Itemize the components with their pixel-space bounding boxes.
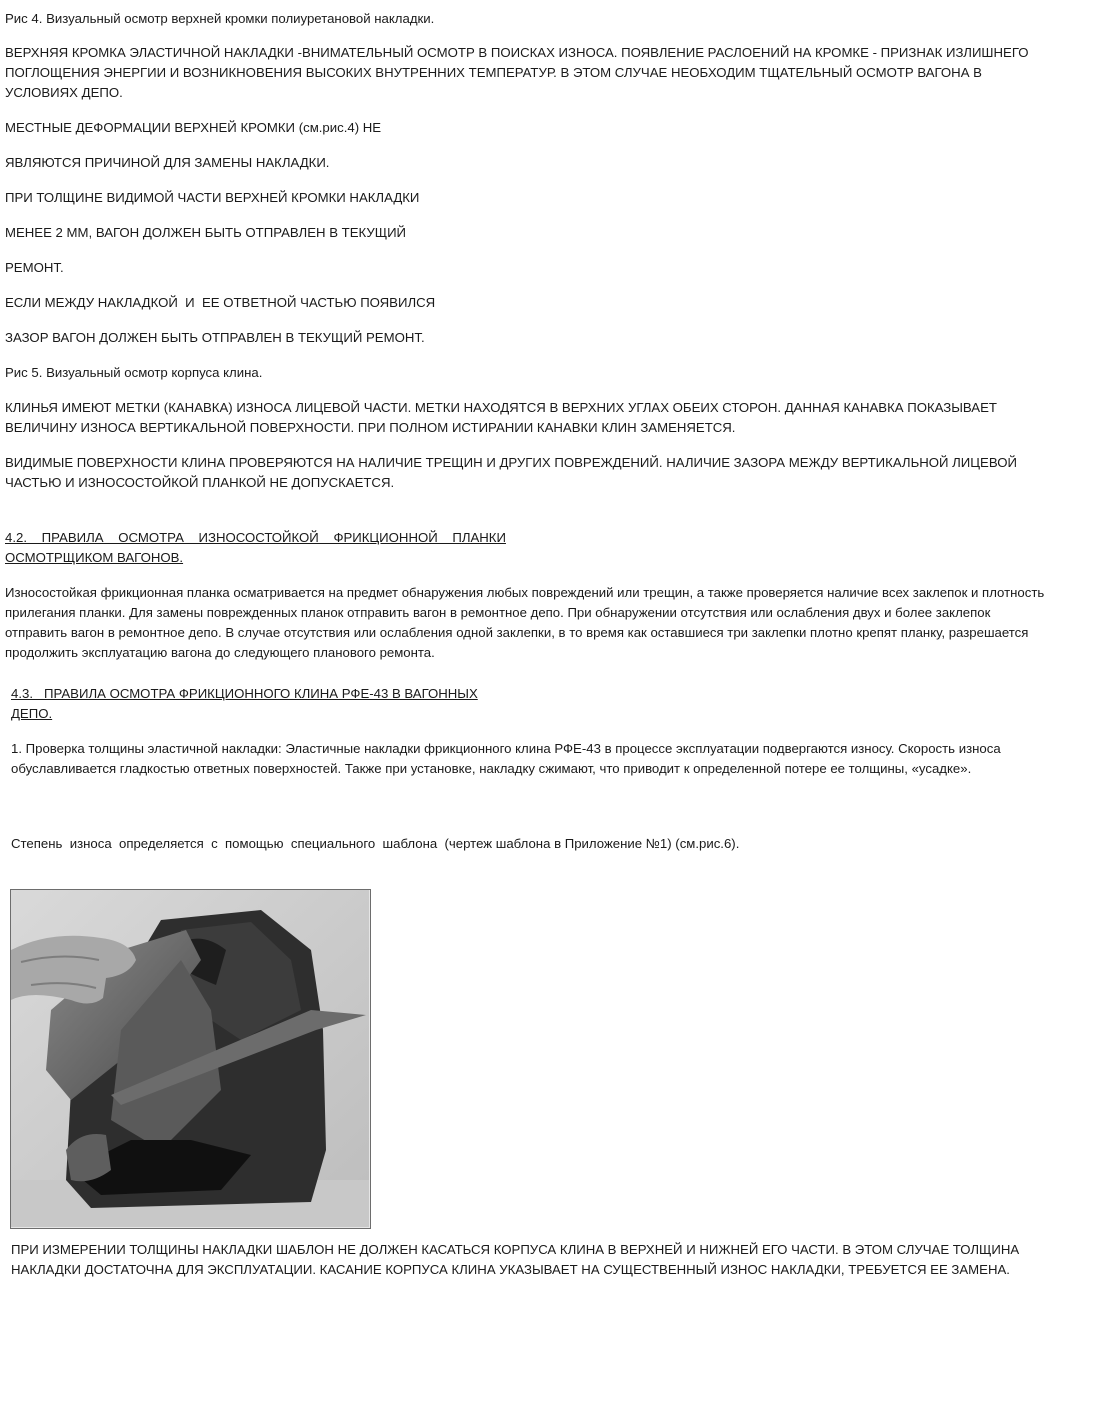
- friction-plank-paragraph: Износостойкая фрикционная планка осматривается на предмет обнаружения любых повреждений или трещин, а также проверяется наличие всех заклепок и плотность прилегания планки. Для замены поврежденных планок отправить вагон в ремонтное депо. При обнаружении отсутствия или ослабления двух и более заклепок отправить вагон в ремонтное депо. В случае отсутствия или ослабления одной заклепки, в то время как оставшиеся три заклепки плотно крепят планку, разрешается продолжить эксплуатацию вагона до следующего планового ремонта.: [5, 585, 1045, 660]
- figure-4-caption: Рис 4. Визуальный осмотр верхней кромки полиуретановой накладки.: [5, 11, 435, 26]
- measurement-rule-paragraph: ПРИ ИЗМЕРЕНИИ ТОЛЩИНЫ НАКЛАДКИ ШАБЛОН НЕ ДОЛЖЕН КАСАТЬСЯ КОРПУСА КЛИНА В ВЕРХНЕЙ И НИЖНЕЙ ЕГО ЧАСТИ. В ЭТОМ СЛУЧАЕ ТОЛЩИНА НАКЛАДКИ ДОСТАТОЧНА ДЛЯ ЭКСПЛУАТАЦИИ. КАСАНИЕ КОРПУСА КЛИНА УКАЗЫВАЕТ НА СУЩЕСТВЕННЫЙ ИЗНОС НАКЛАДКИ, ТРЕБУЕТСЯ ЕЕ ЗАМЕНА.: [11, 1242, 1020, 1277]
- wear-degree-paragraph: Степень износа определяется с помощью специального шаблона (чертеж шаблона в Приложение №1) (см.рис.6).: [11, 836, 740, 851]
- deformation-line-1: МЕСТНЫЕ ДЕФОРМАЦИИ ВЕРХНЕЙ КРОМКИ (см.рис.4) НЕ: [5, 120, 382, 135]
- upper-edge-paragraph: ВЕРХНЯЯ КРОМКА ЭЛАСТИЧНОЙ НАКЛАДКИ -ВНИМАТЕЛЬНЫЙ ОСМОТР В ПОИСКАХ ИЗНОСА. ПОЯВЛЕНИЕ РАСЛОЕНИЙ НА КРОМКЕ - ПРИЗНАК ИЗЛИШНЕГО ПОГЛОЩЕНИЯ ЭНЕРГИИ И ВОЗНИКНОВЕНИЯ ВЫСОКИХ ВНУТРЕННИХ ТЕМПЕРАТУР. В ЭТОМ СЛУЧАЕ НЕОБХОДИМ ТЩАТЕЛЬНЫЙ ОСМОТР ВАГОНА В УСЛОВИЯХ ДЕПО.: [5, 45, 1029, 100]
- gap-line-1: ЕСЛИ МЕЖДУ НАКЛАДКОЙ И ЕЕ ОТВЕТНОЙ ЧАСТЬЮ ПОЯВИЛСЯ: [5, 295, 436, 310]
- section-4-3-heading-line-2: ДЕПО.: [11, 706, 53, 721]
- figure-5-caption: Рис 5. Визуальный осмотр корпуса клина.: [5, 365, 263, 380]
- gap-line-2: ЗАЗОР ВАГОН ДОЛЖЕН БЫТЬ ОТПРАВЛЕН В ТЕКУЩИЙ РЕМОНТ.: [5, 330, 425, 345]
- deformation-line-2: ЯВЛЯЮТСЯ ПРИЧИНОЙ ДЛЯ ЗАМЕНЫ НАКЛАДКИ.: [5, 155, 330, 170]
- section-4-2-heading-line-1: 4.2. ПРАВИЛА ОСМОТРА ИЗНОСОСТОЙКОЙ ФРИКЦИОННОЙ ПЛАНКИ: [5, 530, 506, 545]
- wear-marks-paragraph: КЛИНЬЯ ИМЕЮТ МЕТКИ (КАНАВКА) ИЗНОСА ЛИЦЕВОЙ ЧАСТИ. МЕТКИ НАХОДЯТСЯ В ВЕРХНИХ УГЛАХ ОБЕИХ СТОРОН. ДАННАЯ КАНАВКА ПОКАЗЫВАЕТ ВЕЛИЧИНУ ИЗНОСА ВЕРТИКАЛЬНОЙ ПОВЕРХНОСТИ. ПРИ ПОЛНОМ ИСТИРАНИИ КАНАВКИ КЛИН ЗАМЕНЯЕТСЯ.: [5, 400, 997, 435]
- thickness-line-2: МЕНЕЕ 2 ММ, ВАГОН ДОЛЖЕН БЫТЬ ОТПРАВЛЕН В ТЕКУЩИЙ: [5, 225, 407, 240]
- photo-template-measurement-icon: [11, 890, 369, 1227]
- section-4-2-heading-line-2: ОСМОТРЩИКОМ ВАГОНОВ.: [5, 550, 184, 565]
- thickness-line-3: РЕМОНТ.: [5, 260, 64, 275]
- thickness-line-1: ПРИ ТОЛЩИНЕ ВИДИМОЙ ЧАСТИ ВЕРХНЕЙ КРОМКИ НАКЛАДКИ: [5, 190, 420, 205]
- visible-surfaces-paragraph: ВИДИМЫЕ ПОВЕРХНОСТИ КЛИНА ПРОВЕРЯЮТСЯ НА НАЛИЧИЕ ТРЕЩИН И ДРУГИХ ПОВРЕЖДЕНИЙ. НАЛИЧИЕ ЗАЗОРА МЕЖДУ ВЕРТИКАЛЬНОЙ ЛИЦЕВОЙ ЧАСТЬЮ И ИЗНОСОСТОЙКОЙ ПЛАНКОЙ НЕ ДОПУСКАЕТСЯ.: [5, 455, 1017, 490]
- thickness-check-paragraph: 1. Проверка толщины эластичной накладки: Эластичные накладки фрикционного клина РФЕ-43 в процессе эксплуатации подвергаются износу. Скорость износа обуславливается гладкостью ответных поверхностей. Также при установке, накладку сжимают, что приводит к определенной потере ее толщины, «усадке».: [11, 741, 1001, 776]
- template-measurement-photo: [10, 889, 371, 1229]
- section-4-3-heading-line-1: 4.3. ПРАВИЛА ОСМОТРА ФРИКЦИОННОГО КЛИНА РФЕ-43 В ВАГОННЫХ: [11, 686, 478, 701]
